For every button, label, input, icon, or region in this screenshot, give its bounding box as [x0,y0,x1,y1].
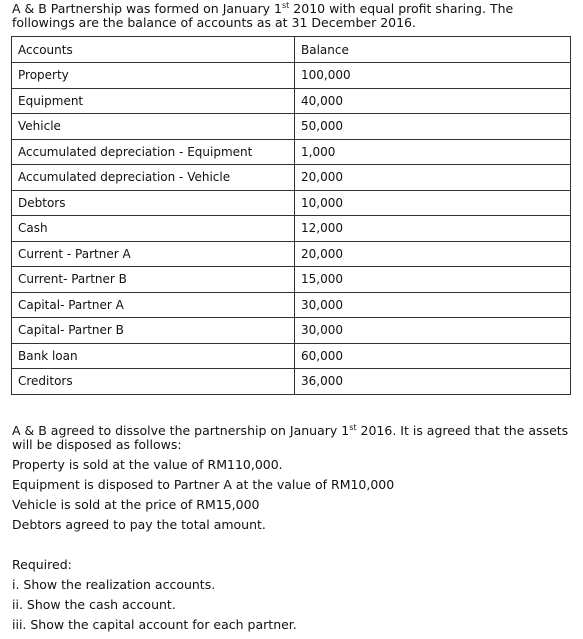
account-balance: 100,000 [295,63,571,89]
account-balance: 30,000 [295,318,571,344]
dissolution-paragraph [12,424,572,452]
dissolution-text-end: 2016. It is agreed that the assets will be disposed as follows: [12,423,569,452]
account-balance: 15,000 [295,267,571,293]
account-name: Bank loan [12,343,295,369]
dissolution-superscript: st [349,422,357,432]
account-name: Current- Partner B [12,267,295,293]
account-name: Property [12,63,295,89]
table-row [12,190,571,216]
table-row [12,114,571,140]
table-row [12,63,571,89]
account-name: Capital- Partner A [12,292,295,318]
account-balance: 36,000 [295,369,571,395]
account-balance: 1,000 [295,139,571,165]
required-item: i. Show the realization accounts. [12,577,216,592]
account-name: Creditors [12,369,295,395]
table-row [12,165,571,191]
dissolution-text-start: A & B agreed to dissolve the partnership on January 1 [12,423,350,438]
required-item: ii. Show the cash account. [12,597,176,612]
account-balance: 40,000 [295,88,571,114]
required-item: iii. Show the capital account for each partner. [12,617,297,632]
intro-text-end: 2010 with equal profit sharing. The followings are the balance of accounts as at 31 December 2016. [12,1,514,30]
disposal-item: Vehicle is sold at the price of RM15,000 [12,497,260,512]
table-row [12,318,571,344]
disposal-item: Property is sold at the value of RM110,000. [12,457,283,472]
account-name: Debtors [12,190,295,216]
account-name: Accumulated depreciation - Vehicle [12,165,295,191]
intro-paragraph [12,2,572,30]
table-row [12,241,571,267]
intro-text-start: A & B Partnership was formed on January 1 [12,1,283,16]
table-row [12,216,571,242]
table-row [12,88,571,114]
disposal-item: Debtors agreed to pay the total amount. [12,517,266,532]
table-row [12,343,571,369]
account-balance: 10,000 [295,190,571,216]
account-name: Cash [12,216,295,242]
account-name: Vehicle [12,114,295,140]
account-name: Accumulated depreciation - Equipment [12,139,295,165]
account-balance: 20,000 [295,165,571,191]
header-accounts: Accounts [12,37,295,63]
table-row [12,292,571,318]
accounts-table [11,36,571,395]
table-header-row [12,37,571,63]
table-row [12,267,571,293]
account-name: Equipment [12,88,295,114]
header-balance: Balance [295,37,571,63]
table-row [12,139,571,165]
table-row [12,369,571,395]
account-balance: 30,000 [295,292,571,318]
intro-superscript: st [282,0,290,10]
account-balance: 20,000 [295,241,571,267]
account-name: Capital- Partner B [12,318,295,344]
required-heading: Required: [12,557,72,572]
account-name: Current - Partner A [12,241,295,267]
account-balance: 60,000 [295,343,571,369]
account-balance: 12,000 [295,216,571,242]
disposal-item: Equipment is disposed to Partner A at the value of RM10,000 [12,477,395,492]
account-balance: 50,000 [295,114,571,140]
